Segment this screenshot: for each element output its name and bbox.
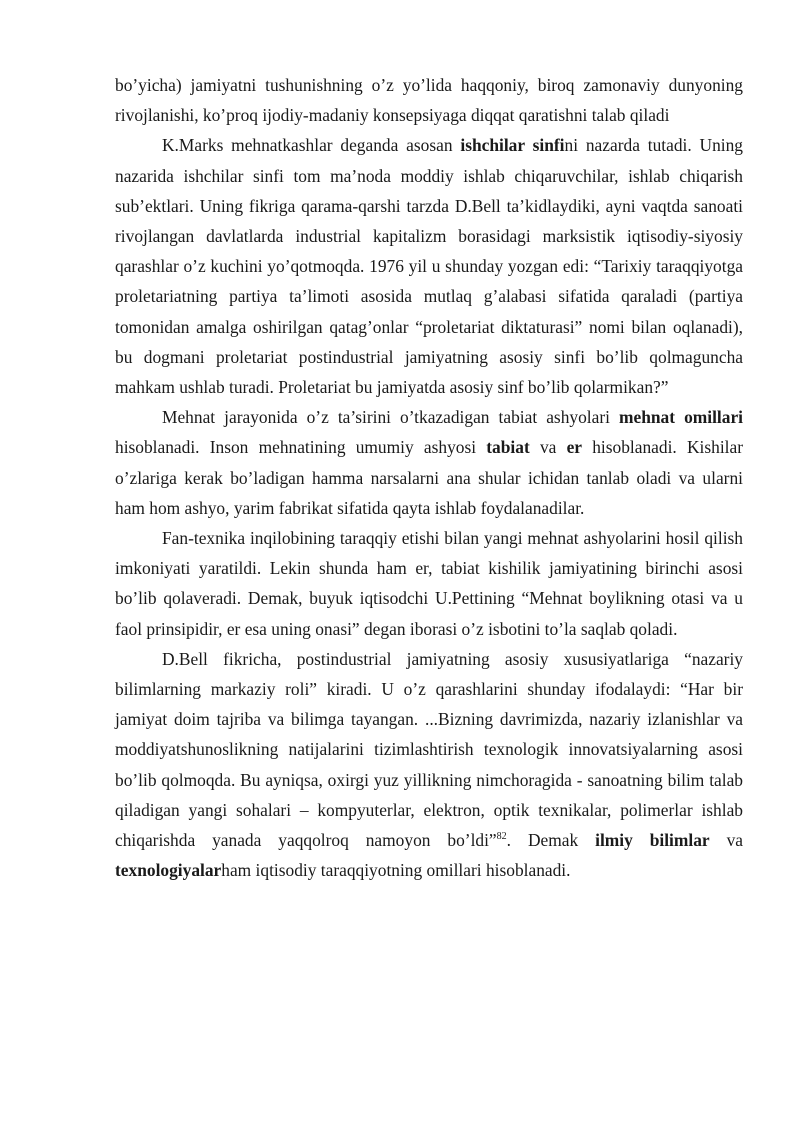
paragraph bbox=[115, 523, 743, 644]
paragraph bbox=[115, 130, 743, 402]
bold-term: ishchilar sinfi bbox=[460, 135, 565, 156]
paragraph bbox=[115, 70, 743, 130]
paragraph-text: ni nazarda tutadi. Uning nazarida ishchilar sinfi tom ma’noda moddiy ishlab chiqaruvchilar, ishlab chiqarish sub’ektlari. Uning fikriga qarama-qarshi tarzda D.Bell ta’kidlaydiki, ayni vaqtda sanoati rivojlangan davlatlarda industrial kapitalizm borasidagi marksistik iqtisodiy-siyosiy qarashlar o’z kuchini yo’qotmoqda. 1976 yil u shunday yozgan edi: “Tarixiy taraqqiyotga proletariatning partiya ta’limoti asosida mutlaq g’alabasi sifatida qaraladi (partiya tomonidan amalga oshirilgan qatag’onlar “proletariat diktaturasi” nomi bilan oqlanadi), bu dogmani proletariat postindustrial jamiyatning asosiy sinfi bo’lib qolmaguncha mahkam ushlab turadi. Proletariat bu jamiyatda asosiy sinf bo’lib qolarmikan?” bbox=[115, 135, 744, 398]
bold-term: er bbox=[566, 437, 583, 458]
paragraph-text: D.Bell fikricha, postindustrial jamiyatning asosiy xususiyatlariga “nazariy bilimlarning markaziy roli” kiradi. U o’z qarashlarini shunday ifodalaydi: “Har bir jamiyat doim tajriba va bilimga tayangan. ...Bizning davrimizda, nazariy izlanishlar va moddiyatshunoslikning natijalarini tizimlashtirish texnologik innovatsiyalarning asosi bo’lib qolmoqda. Bu ayniqsa, oxirgi yuz yillikning nimchoragida - sanoatning bilim talab qiladigan yangi sohalari – kompyuterlar, elektron, optik texnikalar, polimerlar ishlab chiqarishda yanada yaqqolroq namoyon bo’ldi” bbox=[115, 648, 743, 851]
paragraph-text: K.Marks mehnatkashlar deganda asosan bbox=[162, 135, 461, 156]
bold-term: tabiat bbox=[486, 437, 530, 458]
paragraph bbox=[115, 402, 743, 523]
paragraph-text: ham iqtisodiy taraqqiyotning omillari hisoblanadi. bbox=[221, 860, 571, 881]
bold-term: texnologiyalar bbox=[115, 860, 222, 881]
bold-term: mehnat omillari bbox=[619, 407, 743, 428]
paragraph-text: va bbox=[529, 437, 567, 458]
paragraph-text: bo’yicha) jamiyatni tushunishning o’z yo’lida haqqoniy, biroq zamonaviy dunyoning rivojlanishi, ko’proq ijodiy-madaniy konsepsiyaga diqqat qaratishni talab qiladi bbox=[115, 75, 743, 126]
paragraph-text: hisoblanadi. Inson mehnatining umumiy ashyosi bbox=[115, 437, 487, 458]
document-page bbox=[115, 70, 743, 885]
paragraph-text: hisoblanadi. Kishilar o’zlariga kerak bo’ladigan hamma narsalarni ana shular ichidan tanlab oladi va ularni ham hom ashyo, yarim fabrikat sifatida qayta ishlab foydalanadilar. bbox=[115, 437, 743, 518]
paragraph-text: Fan-texnika inqilobining taraqqiy etishi bilan yangi mehnat ashyolarini hosil qilish imkoniyati yaratildi. Lekin shunda ham er, tabiat kishilik jamiyatining birinchi asosi bo’lib qolaveradi. Demak, buyuk iqtisodchi U.Pettining “Mehnat boylikning otasi va u faol prinsipidir, er esa uning onasi” degan iborasi o’z isbotini to’la saqlab qoladi. bbox=[115, 528, 743, 639]
paragraph-text: . Demak bbox=[506, 830, 596, 851]
paragraph-text: Mehnat jarayonida o’z ta’sirini o’tkazadigan tabiat ashyolari bbox=[162, 407, 619, 428]
paragraph-text: va bbox=[709, 830, 743, 851]
bold-term: ilmiy bilimlar bbox=[595, 830, 710, 851]
paragraph bbox=[115, 644, 743, 886]
footnote-reference[interactable]: 82 bbox=[496, 831, 507, 843]
